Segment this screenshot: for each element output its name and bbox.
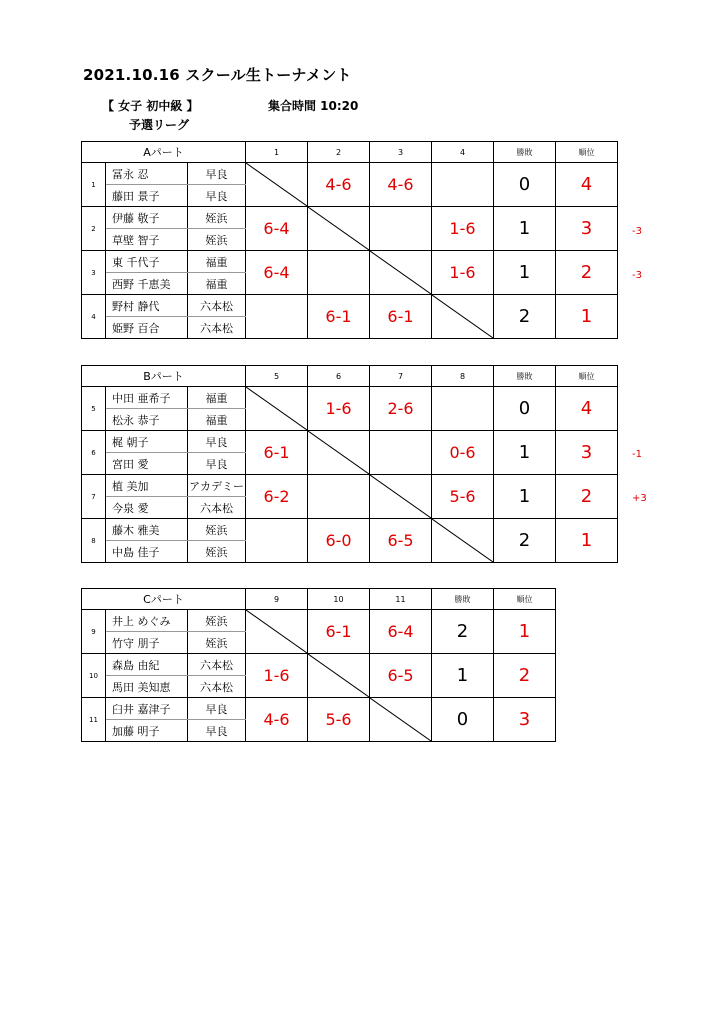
entry-number: 6 <box>82 431 106 475</box>
player-name: 井上 めぐみ <box>106 610 188 632</box>
league-b-table <box>81 365 618 563</box>
match-score <box>432 163 494 207</box>
entry-number: 5 <box>82 387 106 431</box>
rank-header: 順位 <box>494 589 556 610</box>
match-score: 6-5 <box>370 519 432 563</box>
club-name: 姪浜 <box>188 229 246 251</box>
club-name: 早良 <box>188 163 246 185</box>
win-count: 0 <box>432 698 494 742</box>
opponent-column-header: 6 <box>308 366 370 387</box>
club-name: 福重 <box>188 251 246 273</box>
page-title: 2021.10.16 スクール生トーナメント <box>83 66 352 84</box>
opponent-column-header: 10 <box>308 589 370 610</box>
rank-value: 3 <box>556 207 618 251</box>
rank-value: 1 <box>556 519 618 563</box>
club-name: 姪浜 <box>188 610 246 632</box>
club-name: 姪浜 <box>188 207 246 229</box>
player-name: 馬田 美知恵 <box>106 676 188 698</box>
self-match-cell <box>308 431 370 475</box>
self-match-cell <box>246 163 308 207</box>
club-name: 姪浜 <box>188 519 246 541</box>
match-score: 1-6 <box>432 251 494 295</box>
rank-value: 3 <box>494 698 556 742</box>
self-match-cell <box>308 654 370 698</box>
player-name: 伊藤 敬子 <box>106 207 188 229</box>
rank-value: 3 <box>556 431 618 475</box>
win-count: 0 <box>494 163 556 207</box>
self-match-cell <box>370 698 432 742</box>
match-score: 6-1 <box>370 295 432 339</box>
club-name: 姪浜 <box>188 541 246 563</box>
match-score <box>246 519 308 563</box>
player-name: 松永 恭子 <box>106 409 188 431</box>
player-name: 加藤 明子 <box>106 720 188 742</box>
self-match-cell <box>370 251 432 295</box>
entry-number: 4 <box>82 295 106 339</box>
player-name: 藤田 景子 <box>106 185 188 207</box>
win-count: 2 <box>494 519 556 563</box>
club-name: 六本松 <box>188 317 246 339</box>
entry-number: 8 <box>82 519 106 563</box>
rank-value: 4 <box>556 163 618 207</box>
player-name: 植 美加 <box>106 475 188 497</box>
part-label: Aパート <box>82 142 246 163</box>
match-score: 6-2 <box>246 475 308 519</box>
club-name: アカデミー <box>188 475 246 497</box>
match-score <box>370 207 432 251</box>
opponent-column-header: 9 <box>246 589 308 610</box>
match-score: 6-1 <box>308 295 370 339</box>
win-loss-header: 勝敗 <box>494 366 556 387</box>
league-c-table <box>81 588 556 742</box>
win-count: 1 <box>494 475 556 519</box>
entry-number: 1 <box>82 163 106 207</box>
self-match-cell <box>308 207 370 251</box>
player-name: 姫野 百合 <box>106 317 188 339</box>
player-name: 今泉 愛 <box>106 497 188 519</box>
rank-value: 2 <box>556 475 618 519</box>
self-match-cell <box>246 610 308 654</box>
opponent-column-header: 2 <box>308 142 370 163</box>
match-score: 5-6 <box>432 475 494 519</box>
match-score: 6-4 <box>246 251 308 295</box>
club-name: 早良 <box>188 698 246 720</box>
league-a-table <box>81 141 618 339</box>
assembly-time: 集合時間 10:20 <box>268 99 359 113</box>
entry-number: 3 <box>82 251 106 295</box>
entry-number: 10 <box>82 654 106 698</box>
match-score: 6-4 <box>246 207 308 251</box>
match-score: 2-6 <box>370 387 432 431</box>
match-score: 6-4 <box>370 610 432 654</box>
club-name: 福重 <box>188 387 246 409</box>
player-name: 宮田 愛 <box>106 453 188 475</box>
match-score: 6-5 <box>370 654 432 698</box>
rank-header: 順位 <box>556 366 618 387</box>
match-score: 6-1 <box>308 610 370 654</box>
club-name: 福重 <box>188 409 246 431</box>
entry-number: 2 <box>82 207 106 251</box>
match-score: 1-6 <box>246 654 308 698</box>
rank-value: 1 <box>494 610 556 654</box>
player-name: 東 千代子 <box>106 251 188 273</box>
club-name: 姪浜 <box>188 632 246 654</box>
opponent-column-header: 4 <box>432 142 494 163</box>
player-name: 冨永 忍 <box>106 163 188 185</box>
stage-label: 予選リーグ <box>129 118 190 132</box>
match-score <box>308 251 370 295</box>
player-name: 梶 朝子 <box>106 431 188 453</box>
match-score: 6-1 <box>246 431 308 475</box>
match-score: 4-6 <box>308 163 370 207</box>
win-count: 0 <box>494 387 556 431</box>
rank-value: 1 <box>556 295 618 339</box>
opponent-column-header: 11 <box>370 589 432 610</box>
player-name: 森島 由紀 <box>106 654 188 676</box>
club-name: 早良 <box>188 453 246 475</box>
rank-value: 2 <box>494 654 556 698</box>
win-count: 1 <box>494 251 556 295</box>
player-name: 中島 佳子 <box>106 541 188 563</box>
club-name: 六本松 <box>188 497 246 519</box>
player-name: 竹守 朋子 <box>106 632 188 654</box>
opponent-column-header: 8 <box>432 366 494 387</box>
match-score: 5-6 <box>308 698 370 742</box>
club-name: 六本松 <box>188 676 246 698</box>
player-name: 中田 亜希子 <box>106 387 188 409</box>
win-count: 1 <box>432 654 494 698</box>
match-score: 4-6 <box>370 163 432 207</box>
rank-value: 4 <box>556 387 618 431</box>
game-difference: +3 <box>632 493 647 504</box>
part-label: Bパート <box>82 366 246 387</box>
club-name: 早良 <box>188 431 246 453</box>
win-loss-header: 勝敗 <box>494 142 556 163</box>
self-match-cell <box>370 475 432 519</box>
match-score: 1-6 <box>308 387 370 431</box>
player-name: 臼井 嘉津子 <box>106 698 188 720</box>
win-count: 1 <box>494 207 556 251</box>
self-match-cell <box>246 387 308 431</box>
match-score <box>246 295 308 339</box>
club-name: 六本松 <box>188 654 246 676</box>
player-name: 藤木 雅美 <box>106 519 188 541</box>
opponent-column-header: 5 <box>246 366 308 387</box>
match-score <box>370 431 432 475</box>
club-name: 早良 <box>188 185 246 207</box>
self-match-cell <box>432 295 494 339</box>
match-score <box>308 475 370 519</box>
win-loss-header: 勝敗 <box>432 589 494 610</box>
game-difference: -1 <box>632 449 642 460</box>
entry-number: 11 <box>82 698 106 742</box>
entry-number: 7 <box>82 475 106 519</box>
club-name: 早良 <box>188 720 246 742</box>
match-score <box>432 387 494 431</box>
player-name: 野村 静代 <box>106 295 188 317</box>
match-score: 4-6 <box>246 698 308 742</box>
player-name: 草壁 智子 <box>106 229 188 251</box>
player-name: 西野 千恵美 <box>106 273 188 295</box>
category-label: 【 女子 初中級 】 <box>102 99 199 113</box>
match-score: 0-6 <box>432 431 494 475</box>
game-difference: -3 <box>632 226 642 237</box>
part-label: Cパート <box>82 589 246 610</box>
entry-number: 9 <box>82 610 106 654</box>
win-count: 2 <box>432 610 494 654</box>
opponent-column-header: 7 <box>370 366 432 387</box>
opponent-column-header: 1 <box>246 142 308 163</box>
game-difference: -3 <box>632 270 642 281</box>
club-name: 福重 <box>188 273 246 295</box>
match-score: 1-6 <box>432 207 494 251</box>
win-count: 1 <box>494 431 556 475</box>
rank-value: 2 <box>556 251 618 295</box>
club-name: 六本松 <box>188 295 246 317</box>
win-count: 2 <box>494 295 556 339</box>
self-match-cell <box>432 519 494 563</box>
opponent-column-header: 3 <box>370 142 432 163</box>
match-score: 6-0 <box>308 519 370 563</box>
rank-header: 順位 <box>556 142 618 163</box>
